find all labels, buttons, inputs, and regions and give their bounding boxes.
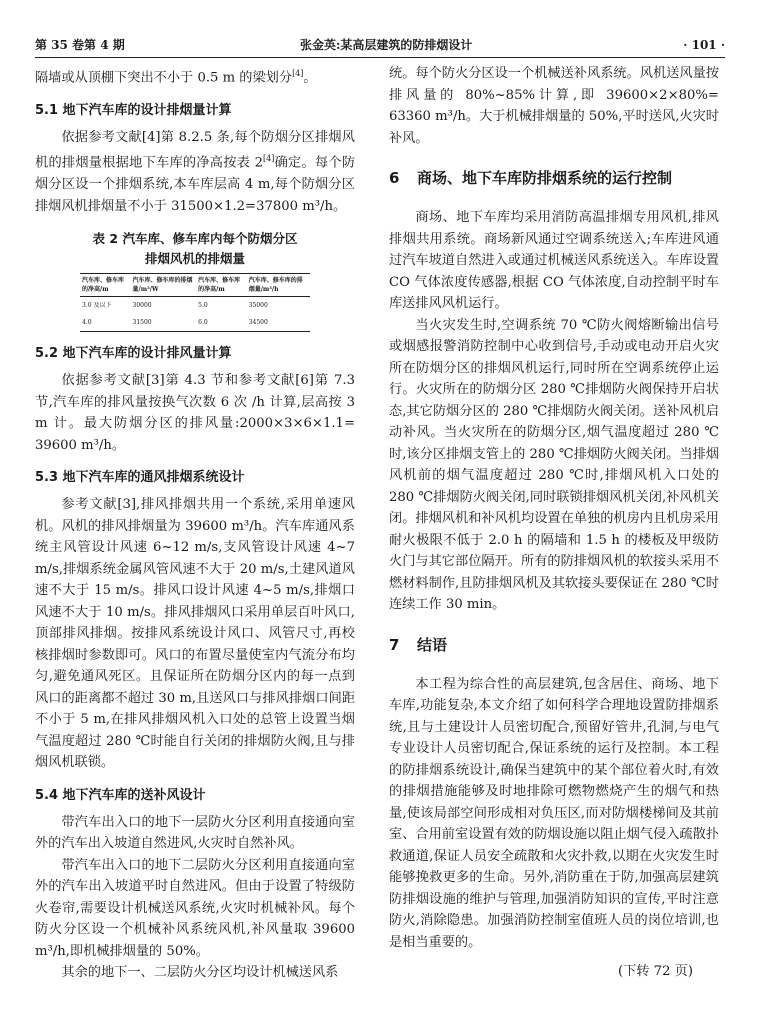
section-5-4-paragraph-2: 带汽车出入口的地下二层防火分区利用直接通向室外的汽车出入坡道平时自然进风。但由于设置了特级防火卷帘,需要设计机械送风系统,火灾时机械补风。每个防火分区设一个机械补风系统风机,补风量取 39600 m³/h,即机械排烟量的 50%。 [35, 857, 355, 959]
journal-issue: 第 35 卷第 4 期 [35, 38, 125, 52]
section-7-paragraph: 本工程为综合性的高层建筑,包含居住、商场、地下车库,功能复杂,本文介绍了如何科学合理地设置防排烟系统,且与土建设计人员密切配合,预留好管井,孔洞,与电气专业设计人员密切配合,保证系统的运行及控制。本工程的防排烟系统设计,确保当建筑中的某个部位着火时,有效的排烟措施能够及时地排除可燃物燃烧产生的烟气和热量,使该局部空间形成相对负压区,而对防烟楼梯间及其前室、合用前室设置有效的防烟设施以阻止烟气侵入疏散扑救通道,保证人员安全疏散和火灾扑救,以期在火灾发生时能够挽救更多的生命。另外,消防重在于防,加强高层建筑防排烟设施的维护与管理,加强消防知识的宣传,平时注意防火,消除隐患。加强消防控制室值班人员的岗位培训,也是相当重要的。 [389, 676, 719, 950]
section-5-4-paragraph-3: 其余的地下一、二层防火分区均设计机械送风系 [61, 965, 339, 981]
section-6-paragraph-1: 商场、地下车库均采用消防高温排烟专用风机,排风排烟共用系统。商场新风通过空调系统送入;车库进风通过汽车坡道自然进入或通过机械送风系统送入。车库设置 CO 气体浓度传感器,根据 CO 气体浓度,自动控制平时车库送排风风机运行。 [389, 210, 719, 311]
table-header-cell: 汽车库、修车库的排烟量/m³/h [247, 274, 310, 297]
section-5-3-title: 5.3 地下汽车库的通风排烟系统设计 [35, 470, 245, 486]
table-2-title: 表 2 汽车库、修车库内每个防烟分区 排烟风机的排烟量 [92, 231, 298, 267]
section-5-2-paragraph: 依据参考文献[3]第 4.3 节和参考文献[6]第 7.3 节,汽车库的排风量按换气次数 6 次 /h 计算,层高按 3 m 计。最大防烟分区的排风量:2000×3×6×1.1= 39600 m³/h。 [35, 373, 355, 453]
section-5-4-title: 5.4 地下汽车库的送补风设计 [35, 787, 206, 803]
header-rule [35, 57, 725, 58]
continued-on-note: (下转 72 页) [617, 964, 693, 979]
paragraph-continued: 隔墙或从顶棚下突出不小于 0.5 m 的梁划分[4]。 [35, 69, 317, 86]
section-6-paragraph-2: 当火灾发生时,空调系统 70 ℃防火阀熔断输出信号或烟感报警消防控制中心收到信号,手动或电动开启火灾所在防烟分区的排烟风机运行,同时所在空调系统停止运行。火灾所在的防烟分区 280 ℃排烟防火阀保持开启状态,其它防烟分区的 280 ℃排烟防火阀关闭。送补风机启动补风。当火灾所在的防烟分区,烟气温度超过 280 ℃时,该分区排烟支管上的 280 ℃排烟防火阀关闭。当排烟风机前的烟气温度超过 280 ℃时,排烟风机入口处的 280 ℃排烟防火阀关闭,同时联锁排烟风机关闭,补风机关闭。排烟风机和补风机均设置在单独的机房内且机房采用耐火极限不低于 2.0 h 的隔墙和 1.5 h 的楼板及甲级防火门与其它部位隔开。所有的防排烟风机的软接头采用不燃材料制作,且防排烟风机及其软接头要保证在 280 ℃时连续工作 30 min。 [389, 317, 719, 612]
running-header [35, 36, 725, 54]
section-5-1-title: 5.1 地下汽车库的设计排烟量计算 [35, 102, 232, 118]
section-5-2-title: 5.2 地下汽车库的设计排风量计算 [35, 346, 232, 362]
section-5-3-paragraph: 参考文献[3],排风排烟共用一个系统,采用单速风机。风机的排风排烟量为 39600 m³/h。汽车库通风系统主风管设计风速 6~12 m/s,支风管设计风速 4~7 m/s,排烟系统金属风管风速不大于 20 m/s,土建风道风速不大于 15 m/s。排风口设计风速 4~5 m/s,排烟口风速不大于 10 m/s。排风排烟风口采用单层百叶风口,顶部排风排烟。按排风系统设计风口、风管尺寸,再校核排烟时参数即可。风口的布置尽量使室内气流分布均匀,避免通风死区。且保证所在防烟分区内的每一点到风口的距离都不超过 30 m,且送风口与排风排烟口间距不小于 5 m,在排风排烟风机入口处的总管上设置当烟气温度超过 280 ℃时能自行关闭的排烟防火阀,且与排烟风机联锁。 [35, 497, 355, 771]
paragraph-continued-right: 统。每个防火分区设一个机械送补风系统。风机送风量按排风量的 80%~85%计算,即 39600×2×80%= 63360 m³/h。大于机械排烟量的 50%,平时送风,火灾时补风。 [389, 66, 719, 146]
article-running-title: 张金英:某高层建筑的防排烟设计 [300, 38, 473, 52]
table-header-cell: 汽车库、修车库的排烟量/m³/W [131, 274, 197, 297]
section-6-title: 6 商场、地下车库防排烟系统的运行控制 [389, 169, 673, 187]
section-7-title: 7 结语 [389, 635, 448, 654]
right-column [389, 63, 719, 983]
page-number: · 101 · [683, 38, 725, 52]
left-column [35, 63, 355, 984]
section-5-4-paragraph-1: 带汽车出入口的地下一层防火分区利用直接通向室外的汽车出入坡道自然进风,火灾时自然补风。 [35, 814, 355, 852]
table-row: 3.0 及以下 30000 5.0 35000 [82, 302, 268, 310]
table-2 [80, 273, 310, 332]
table-row: 4.0 31500 6.0 34500 [80, 314, 310, 332]
section-5-1-paragraph: 依据参考文献[4]第 8.2.5 条,每个防烟分区排烟风机的排烟量根据地下车库的净高按表 2[4]确定。每个防烟分区设一个排烟系统,本车库层高 4 m,每个防烟分区排烟风机排烟量不小于 31500×1.2=37800 m³/h。 [35, 129, 356, 214]
table-header-cell: 汽车库、修车库的净高/m [80, 274, 131, 297]
table-header-cell: 汽车库、修车库的净高/m [196, 274, 247, 297]
